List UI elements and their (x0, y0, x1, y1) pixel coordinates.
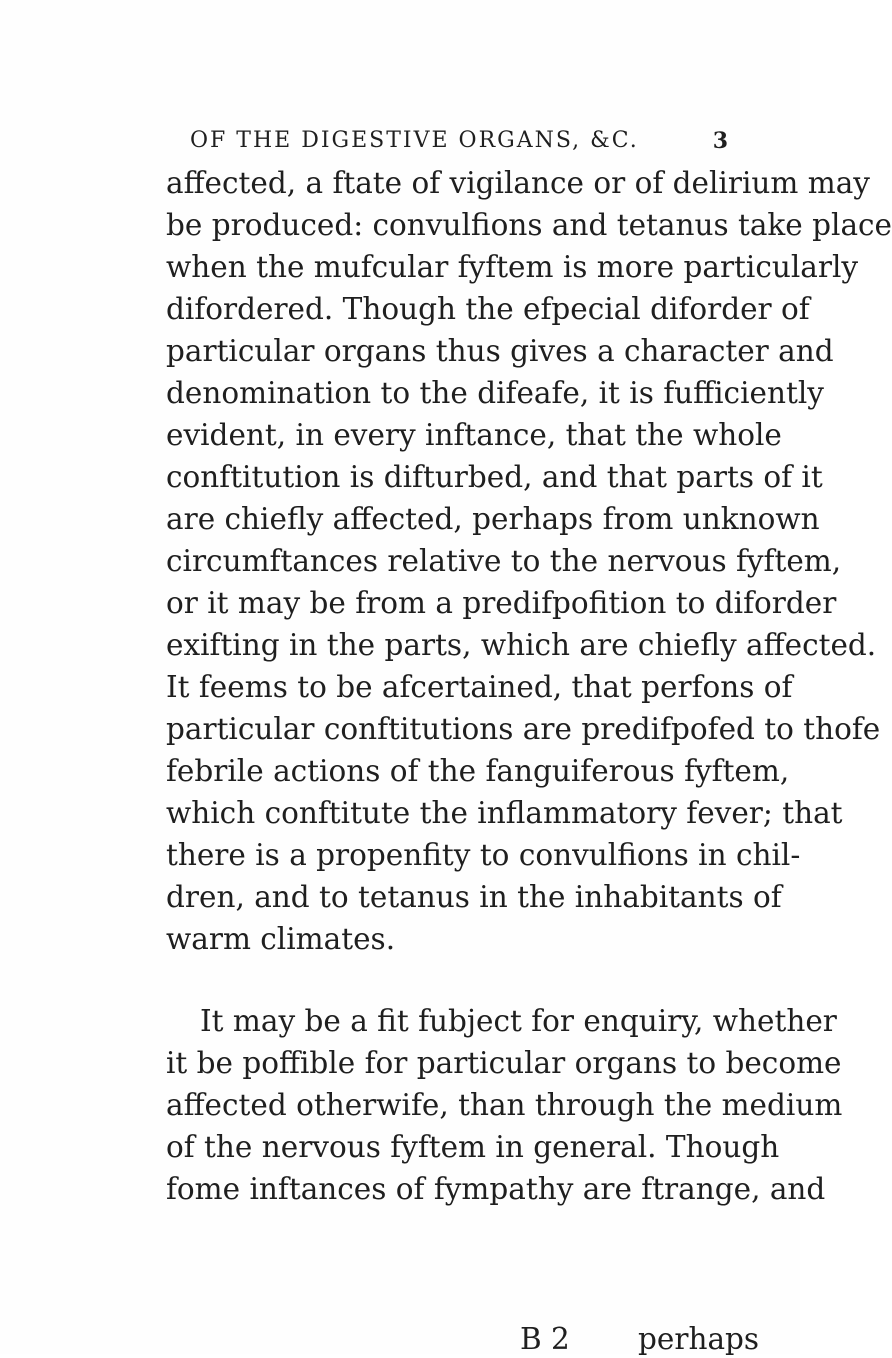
text-line: denomination to the difeafe, it is fufficiently (166, 376, 824, 410)
text-line: It may be a fit fubject for enquiry, whether (200, 1004, 837, 1038)
text-line: are chiefly affected, perhaps from unknown (166, 502, 820, 536)
text-line: circumftances relative to the nervous fyftem, (166, 544, 842, 578)
text-line: warm climates. (166, 922, 396, 956)
text-line: febrile actions of the fanguiferous fyftem, (166, 754, 790, 788)
text-line: particular organs thus gives a character and (166, 334, 834, 368)
text-line: particular conftitutions are predifpofed to thofe (166, 712, 881, 746)
text-line: of the nervous fyftem in general. Though (166, 1130, 780, 1164)
running-head (190, 128, 730, 164)
text-line: evident, in every inftance, that the whole (166, 418, 782, 452)
signature-mark: B 2 (520, 1322, 570, 1356)
catchword: perhaps (638, 1322, 760, 1356)
text-line: fome inftances of fympathy are ftrange, and (166, 1172, 826, 1206)
text-line: affected otherwife, than through the medium (166, 1088, 843, 1122)
paragraph-gap (166, 960, 760, 1000)
text-line: dren, and to tetanus in the inhabitants of (166, 880, 782, 914)
text-line: when the mufcular fyftem is more particularly (166, 250, 859, 284)
text-line: or it may be from a predifpofition to diforder (166, 586, 837, 620)
page-footer (0, 1322, 800, 1358)
running-title: OF THE DIGESTIVE ORGANS, &C. (190, 128, 639, 153)
text-line: conftitution is difturbed, and that parts of it (166, 460, 823, 494)
text-line: affected, a ftate of vigilance or of delirium may (166, 166, 870, 200)
text-line: it be poffible for particular organs to become (166, 1046, 842, 1080)
paragraph-1 (166, 162, 892, 960)
text-line: there is a propenfity to convulfions in chil- (166, 838, 801, 872)
text-line: which conftitute the inflammatory fever; that (166, 796, 843, 830)
text-line: It feems to be afcertained, that perfons of (166, 670, 793, 704)
text-line: be produced: convulfions and tetanus take place (166, 208, 892, 242)
page-number: 3 (712, 128, 730, 154)
paragraph-2 (166, 1000, 843, 1210)
text-line: difordered. Though the efpecial diforder of (166, 292, 810, 326)
text-line: exifting in the parts, which are chiefly affected. (166, 628, 877, 662)
body-text (166, 162, 892, 1210)
